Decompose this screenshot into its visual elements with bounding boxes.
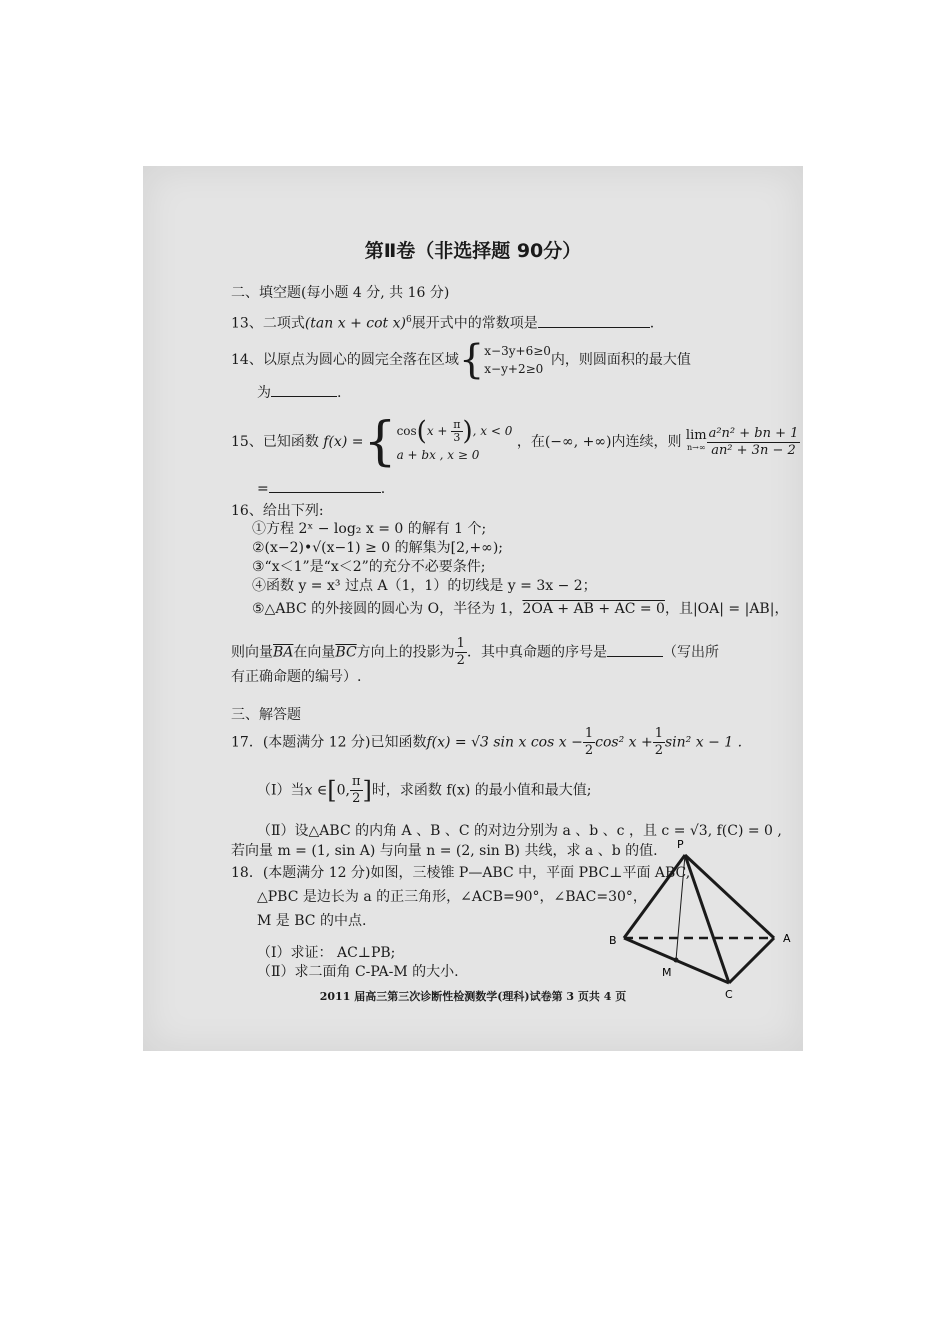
section-3-header: 三、解答题 — [231, 707, 301, 723]
q18-line-1: 18．(本题满分 12 分)如图，三棱锥 P—ABC 中，平面 PBC⊥平面 ABC, — [231, 865, 691, 881]
q15-equals: = — [257, 481, 269, 497]
q16-item-2: ②(x−2)•√(x−1) ≥ 0 的解集为[2,+∞); — [252, 540, 504, 556]
q18-line-2: △PBC 是边长为 a 的正三角形，∠ACB=90°，∠BAC=30°， — [257, 889, 647, 905]
bleed-through-text — [228, 261, 240, 278]
question-16-head: 16、给出下列: — [231, 503, 324, 519]
q15-text: 15、已知函数 — [231, 434, 319, 450]
page-title: 第Ⅱ卷（非选择题 90分） — [364, 240, 582, 262]
q15-three: 3 — [453, 430, 461, 444]
point-m — [674, 958, 679, 963]
q17-p1-d: 时，求函数 f(x) 的最小值和最大值; — [371, 782, 592, 799]
q17-p1-x-in: x ∈ — [304, 782, 328, 799]
q15-case-2: a + bx , x ≥ 0 — [396, 447, 480, 462]
tetrahedron-figure — [606, 838, 796, 1001]
q17-part-2-line2: 若向量 m = (1, sin A) 与向量 n = (2, sin B) 共线，求 a 、b 的值. — [231, 843, 658, 859]
q17-half-1-den: 2 — [584, 743, 594, 758]
exam-page — [143, 166, 803, 1051]
q14-system — [484, 342, 551, 378]
q17-half-2-den: 2 — [654, 743, 663, 758]
q16-answer-blank[interactable] — [607, 642, 663, 657]
q16-item-5-text: ⑤△ABC 的外接圆的圆心为 O，半径为 1， — [252, 601, 523, 617]
label-b: B — [609, 934, 617, 947]
q17-tail: sin² x − 1 . — [664, 734, 743, 751]
label-a: A — [783, 932, 791, 945]
q14-brace: { — [458, 337, 485, 383]
q15-middle-text: ，在(−∞, +∞)内连续，则 — [516, 434, 682, 450]
q15-cos: cos — [396, 423, 417, 438]
label-p: P — [677, 838, 684, 851]
q13-text: 展开式中的常数项是 — [411, 315, 538, 332]
q14-inequality-1: x−3y+6≥0 — [484, 344, 551, 358]
q15-lim-sub: n→∞ — [686, 443, 706, 452]
q17-middle: cos² x + — [595, 734, 653, 751]
question-15-line2: = . — [257, 478, 385, 498]
q16-line-6 — [231, 636, 719, 669]
q16-vector-ba: $\overline{BA}$ — [273, 644, 294, 661]
q17-pi: π — [351, 774, 361, 789]
q15-answer-blank[interactable] — [269, 478, 381, 493]
q16-l6-c: 在向量 — [293, 644, 336, 661]
question-17 — [231, 726, 742, 759]
q15-limit — [686, 430, 707, 454]
q18-part-1: （Ⅰ）求证： AC⊥PB; — [257, 945, 396, 961]
edge-pb — [624, 855, 685, 938]
q15-brace: { — [363, 412, 397, 472]
q16-item-4: ④函数 y = x³ 过点 A（1，1）的切线是 y = 3x − 2； — [252, 578, 597, 594]
q13-number: 13、二项式 — [231, 315, 305, 332]
q16-half-den: 2 — [456, 653, 465, 668]
q16-item-3: ③“x＜1”是“x＜2”的充分不必要条件; — [252, 559, 486, 575]
q16-half-num: 1 — [456, 636, 465, 651]
q13-expression: (tan x + cot x) — [304, 315, 406, 332]
segment-pm — [676, 855, 685, 960]
q16-item-5-and: ，且 — [664, 601, 693, 617]
q16-l6-g: （写出所 — [662, 644, 719, 661]
q14-text-after: 内，则圆面积的最大值 — [550, 352, 691, 368]
edge-ac — [729, 938, 774, 983]
q14-answer-blank[interactable] — [271, 382, 337, 397]
q16-line-7: 有正确命题的编号）. — [231, 669, 362, 685]
q17-half-2-num: 1 — [654, 726, 663, 741]
q15-numerator: a²n² + bn + 1 — [708, 425, 799, 441]
label-c: C — [725, 988, 733, 1001]
q16-l6-e: 方向上的投影为 — [356, 644, 455, 661]
q15-case-1-cond: , x < 0 — [472, 423, 513, 438]
q14-inequality-2: x−y+2≥0 — [484, 362, 544, 376]
q17-half-1 — [583, 726, 595, 759]
q15-pi: π — [453, 417, 461, 431]
q16-item-5 — [252, 600, 788, 618]
q17-function: f(x) = √3 sin x cos x − — [426, 734, 583, 751]
q15-function: f(x) = — [323, 434, 364, 450]
q18-line-3: M 是 BC 的中点. — [257, 913, 367, 929]
q13-answer-blank[interactable] — [538, 313, 650, 328]
q17-p1-zero: 0, — [336, 782, 350, 799]
q17-half-1-num: 1 — [584, 726, 594, 741]
section-2-header: 二、填空题(每小题 4 分, 共 16 分) — [231, 285, 450, 301]
q16-vector-bc: $\overline{BC}$ — [335, 644, 357, 661]
q17-p1-a: （Ⅰ）当 — [257, 782, 305, 799]
q17-pi-half — [350, 774, 363, 807]
question-13: 13、二项式(tan x + cot x)$^6$展开式中的常数项是 . — [231, 311, 654, 333]
question-14 — [231, 337, 691, 383]
q16-vector-equation: 2OA + AB + AC = 0 — [522, 601, 665, 617]
q17-part-1: （Ⅰ）当x ∈[0, $\frac{\pi}{2}$ ]时，求函数 f(x) 的最小值和最大值; — [257, 774, 592, 806]
q15-denominator: an² + 3n − 2 — [711, 442, 796, 458]
q15-x-plus: x + — [426, 423, 452, 438]
q15-lim: lim — [685, 428, 707, 443]
page-footer: 2011 届高三第三次诊断性检测数学(理科)试卷第 3 页共 4 页 — [319, 990, 627, 1003]
q16-item-5-comma: ， — [774, 601, 789, 617]
q16-half — [455, 636, 467, 669]
q16-item-1: ①方程 2ˣ − log₂ x = 0 的解有 1 个; — [252, 521, 487, 537]
question-15 — [231, 412, 800, 472]
q14-line2-text: 为 — [257, 385, 271, 401]
q17-two: 2 — [352, 791, 361, 806]
q14-text: 14、以原点为圆心的圆完全落在区域 — [231, 352, 459, 368]
q16-l6-a: 则向量 — [231, 644, 273, 661]
q17-text: 17．(本题满分 12 分)已知函数 — [231, 734, 427, 751]
question-14-line2: 为 . — [257, 382, 341, 402]
q15-piecewise: cos(x + $\frac{\pi}{3}$ ), x < 0 a + bx , x ≥ 0 — [397, 419, 513, 466]
q17-part-2: （Ⅱ）设△ABC 的内角 A 、B 、C 的对边分别为 a 、b 、c ，且 c = √3, f(C) = 0 , — [257, 823, 782, 839]
q16-magnitude-equation: |OA| = |AB| — [692, 601, 775, 617]
q17-half-2 — [653, 726, 665, 759]
q15-fraction — [707, 426, 801, 459]
q18-part-2: （Ⅱ）求二面角 C-PA-M 的大小. — [257, 964, 459, 980]
q13-exponent: 6 — [405, 315, 412, 325]
q16-l6-f: ．其中真命题的序号是 — [466, 644, 607, 661]
label-m: M — [662, 966, 672, 979]
